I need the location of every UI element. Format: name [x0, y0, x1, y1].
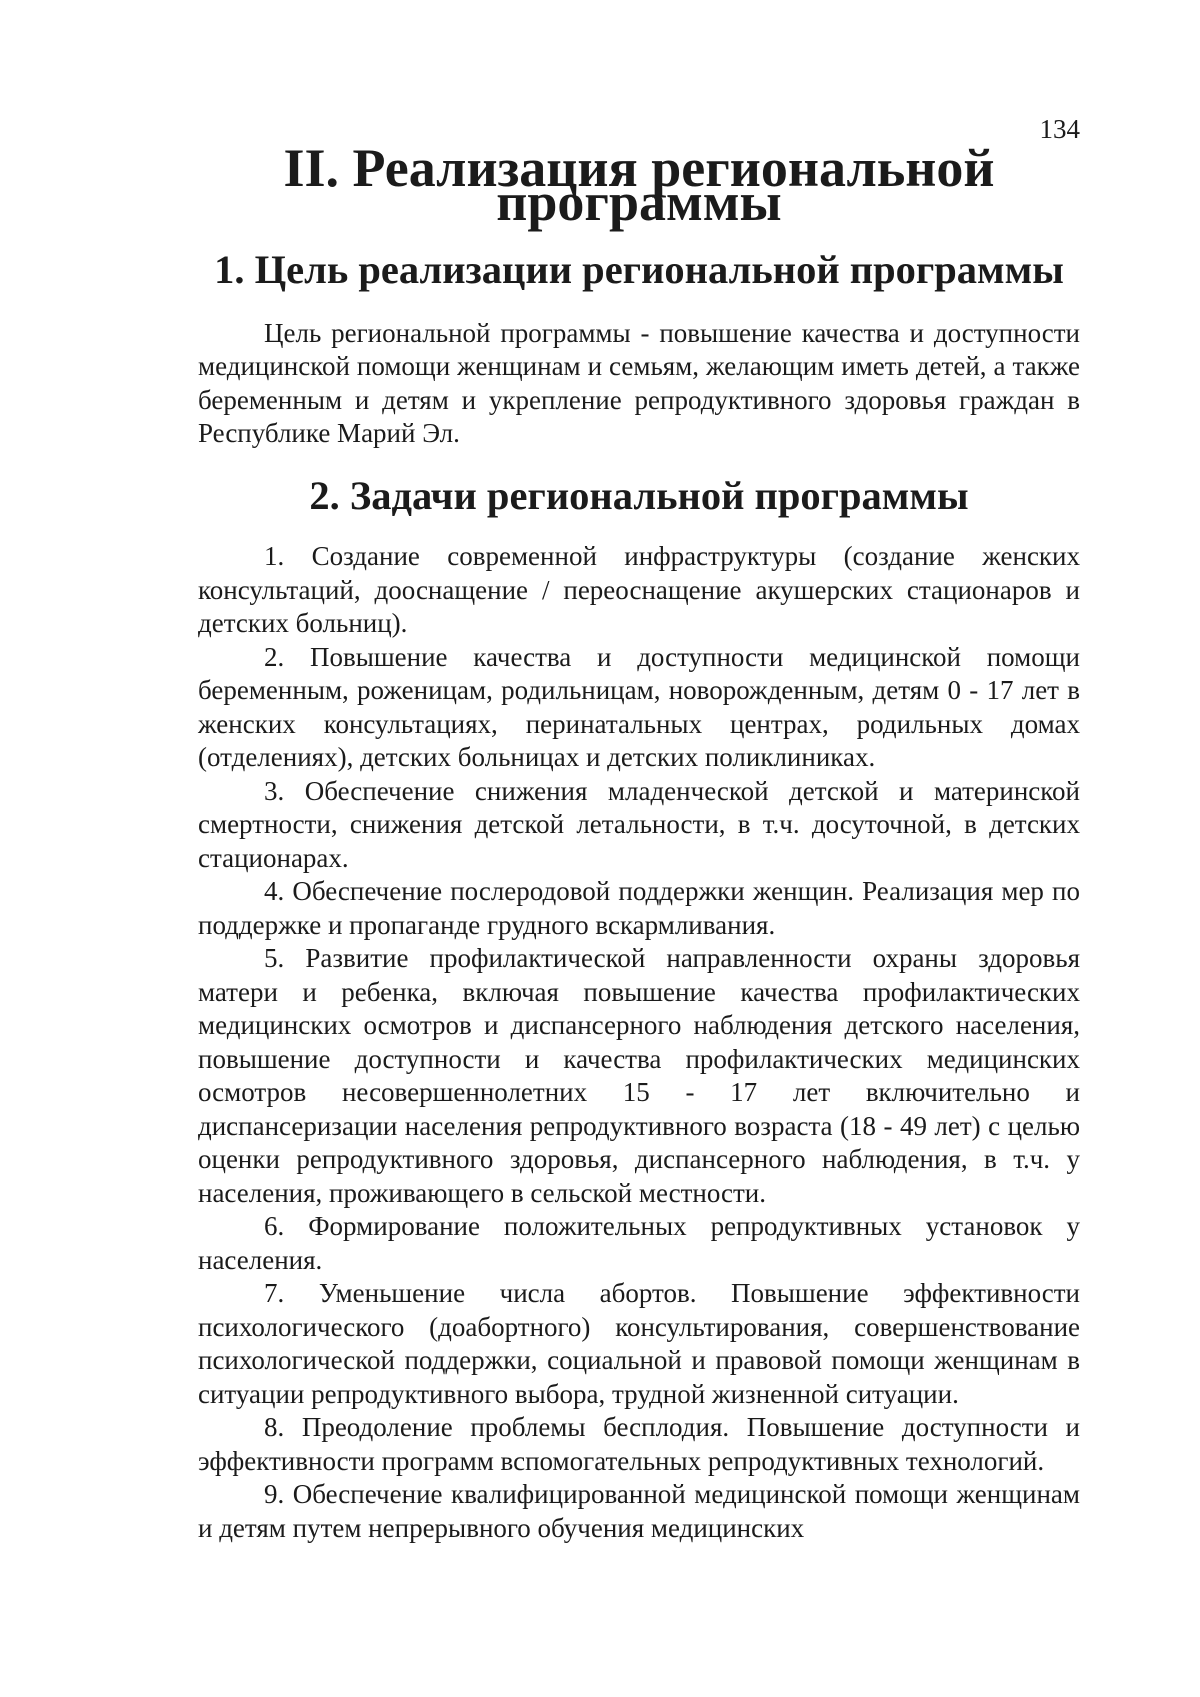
task-item-6: 6. Формирование положительных репродуктивных установок у населения.: [198, 1211, 1080, 1275]
goal-heading: 1. Цель реализации региональной программы: [214, 247, 1064, 292]
goal-paragraph: Цель региональной программы - повышение качества и доступности медицинской помощи женщинам и семьям, желающим иметь детей, а также беременным и детям и укрепление репродуктивного здоровья граждан в Республике Марий Эл.: [198, 317, 1080, 448]
task-item-8: 8. Преодоление проблемы бесплодия. Повышение доступности и эффективности программ вспомогательных репродуктивных технологий.: [198, 1412, 1080, 1476]
document-body: [198, 138, 1080, 1545]
task-item-4: 4. Обеспечение послеродовой поддержки женщин. Реализация мер по поддержке и пропаганде грудного вскармливания.: [198, 876, 1080, 940]
task-item-1: 1. Создание современной инфраструктуры (создание женских консультаций, дооснащение / переоснащение акушерских стационаров и детских больниц).: [198, 541, 1080, 638]
tasks-list: [198, 540, 1080, 1545]
page-number: 134: [1039, 114, 1080, 144]
task-item-3: 3. Обеспечение снижения младенческой детской и материнской смертности, снижения детской летальности, в т.ч. досуточной, в детских стационарах.: [198, 775, 1080, 873]
tasks-heading: 2. Задачи региональной программы: [309, 472, 969, 518]
section-title: II. Реализация региональной программы: [283, 138, 995, 232]
task-item-5: 5. Развитие профилактической направленности охраны здоровья матери и ребенка, включая повышение качества профилактических медицинских осмотров и диспансерного наблюдения детского населения, повышение доступности и качества профилактических медицинских осмотров несовершеннолетних 15 - 17 лет включительно и диспансеризации населения репродуктивного возраста (18 - 49 лет) с целью оценки репродуктивного здоровья, диспансерного наблюдения, в т.ч. у населения, проживающего в сельской местности.: [198, 943, 1080, 1208]
task-item-7: 7. Уменьшение числа абортов. Повышение эффективности психологического (доабортного) консультирования, совершенствование психологической поддержки, социальной и правовой помощи женщинам в ситуации репродуктивного выбора, трудной жизненной ситуации.: [198, 1278, 1080, 1409]
task-item-9: 9. Обеспечение квалифицированной медицинской помощи женщинам и детям путем непрерывного обучения медицинских: [198, 1479, 1080, 1543]
task-item-2: 2. Повышение качества и доступности медицинской помощи беременным, роженицам, родильницам, новорожденным, детям 0 - 17 лет в женских консультациях, перинатальных центрах, родильных домах (отделениях), детских больницах и детских поликлиниках.: [198, 641, 1080, 772]
